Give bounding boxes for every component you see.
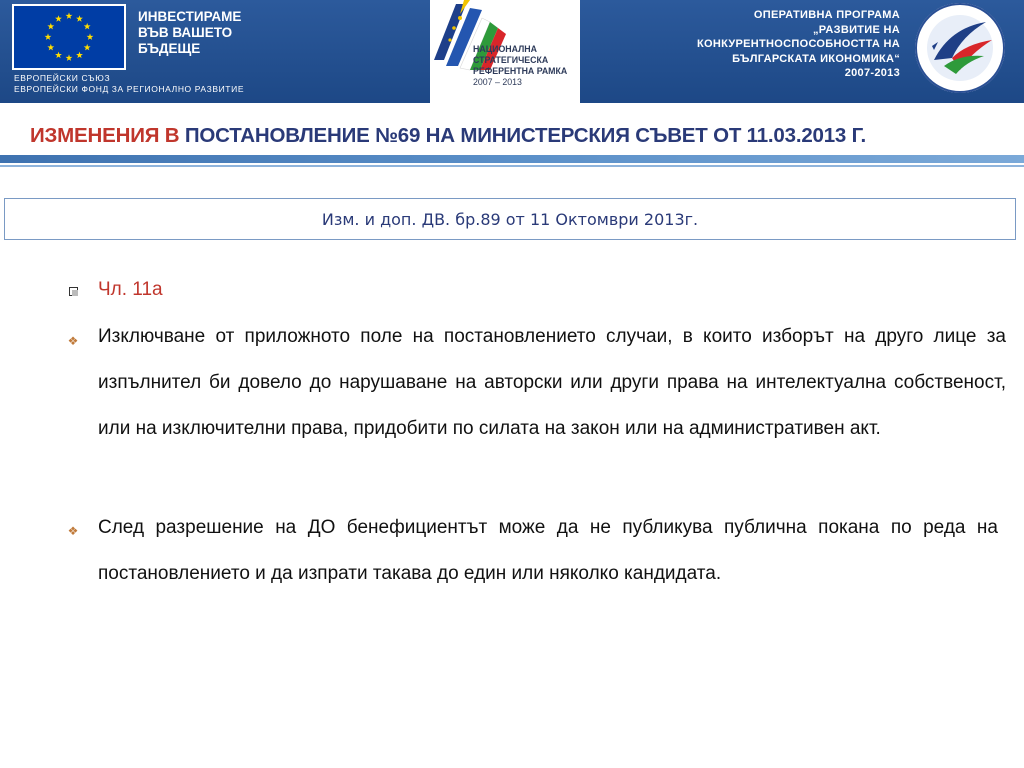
- eu-caption-line: ЕВРОПЕЙСКИ ФОНД ЗА РЕГИОНАЛНО РАЗВИТИЕ: [14, 84, 245, 94]
- eu-caption-line: ЕВРОПЕЙСКИ СЪЮЗ: [14, 73, 111, 83]
- four-diamond-icon: ❖: [67, 334, 79, 348]
- eu-slogan-line: ВЪВ ВАШЕТО: [138, 25, 233, 40]
- title-highlight: ИЗМЕНЕНИЯ В: [30, 124, 180, 147]
- eu-slogan-line: ИНВЕСТИРАМЕ: [138, 9, 242, 24]
- article-heading: Чл. 11а: [98, 279, 163, 300]
- op-line: ОПЕРАТИВНА ПРОГРАМА: [753, 9, 900, 21]
- op-line: КОНКУРЕНТНОСПОСОБНОСТТА НА: [696, 38, 900, 50]
- nsrf-line: СТРАТЕГИЧЕСКА: [473, 55, 549, 65]
- op-line: 2007-2013: [844, 67, 900, 79]
- nsrf-years: 2007 – 2013: [473, 77, 522, 87]
- nsrf-line: РЕФЕРЕНТНА РАМКА: [473, 66, 568, 76]
- bullet-paragraph: Изключване от приложното поле на постановлението случаи, в които изборът на друго лице за изпълнител би довело до нарушаване на авторски или други права на интелектуална собственост, или на изключителни права, придобити по силата на закон или на административен акт.: [98, 326, 1006, 439]
- op-line: БЪЛГАРСКАТА ИКОНОМИКА“: [732, 52, 900, 65]
- subtitle-text: Изм. и доп. ДВ. бр.89 от 11 Октомври 2013г.: [321, 209, 699, 229]
- bullet-paragraph: След разрешение на ДО бенефициентът може да не публикува публична покана по реда на постановлението и да изпрати такава до един или няколко кандидата.: [98, 517, 998, 584]
- op-line: „РАЗВИТИЕ НА: [812, 23, 900, 36]
- checkbox-square-icon: [69, 287, 78, 296]
- title-main: ПОСТАНОВЛЕНИЕ №69 НА МИНИСТЕРСКИЯ СЪВЕТ ОТ 11.03.2013 Г.: [179, 124, 866, 147]
- four-diamond-icon: ❖: [67, 524, 79, 538]
- nsrf-line: НАЦИОНАЛНА: [473, 44, 537, 54]
- eu-slogan-line: БЪДЕЩЕ: [138, 41, 201, 56]
